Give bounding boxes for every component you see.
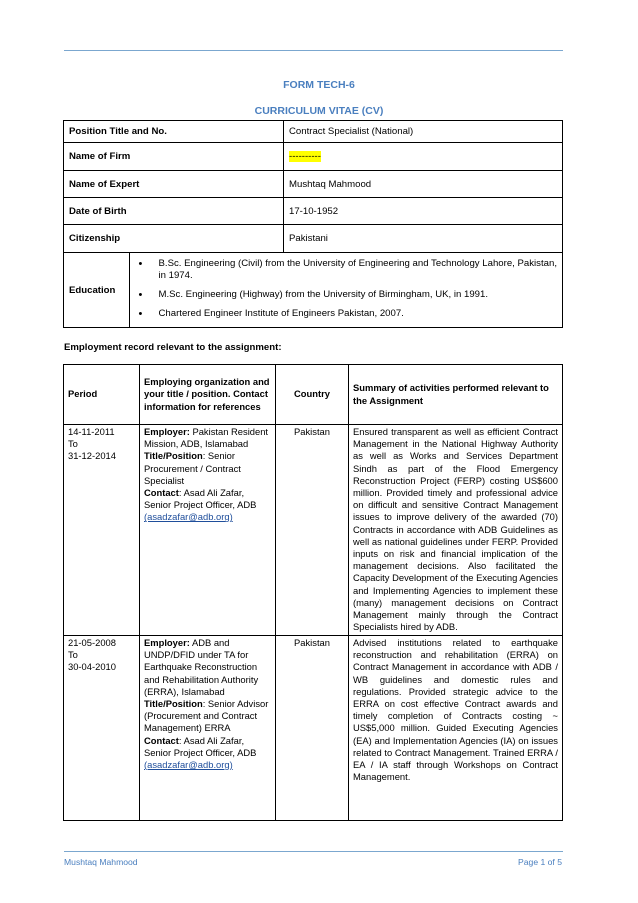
position-row xyxy=(64,121,563,143)
employment-heading: Employment record relevant to the assignment: xyxy=(64,342,282,353)
employer-text: ADB and UNDP/DFID under TA for Earthquake Reconstruction and Rehabilitation Authority (ERRA), Islamabad xyxy=(144,637,259,697)
contact-text: : Asad Ali Zafar, Senior Project Officer, ADB xyxy=(144,734,257,758)
citizenship-label: Citizenship xyxy=(64,225,284,253)
contact-text: : Asad Ali Zafar, Senior Project Officer, ADB xyxy=(144,487,257,511)
education-cell xyxy=(64,253,563,328)
employer-cell xyxy=(140,636,276,821)
title-text: : Senior Procurement / Contract Specialist xyxy=(144,450,241,486)
firm-value: ---------- xyxy=(289,151,321,162)
period-to: 31-12-2014 xyxy=(68,450,116,462)
employer-text: Pakistan Resident Mission, ADB, Islamabad xyxy=(144,426,269,450)
dob-value: 17-10-1952 xyxy=(284,198,563,225)
dob-row xyxy=(64,198,563,225)
period-to: 30-04-2010 xyxy=(68,661,116,673)
expert-row xyxy=(64,171,563,198)
expert-label: Name of Expert xyxy=(64,171,284,198)
footer-page-number: Page 1 of 5 xyxy=(518,857,562,867)
period-cell xyxy=(64,425,140,636)
education-item: • B.Sc. Engineering (Civil) from the University of Engineering and Technology Lahore, Pakistan, in 1974. xyxy=(135,258,558,282)
employer-label: Employer: xyxy=(144,426,190,437)
position-value: Contract Specialist (National) xyxy=(284,121,563,143)
summary-cell: Ensured transparent as well as efficient Contract Management in the National Highway Authority as well as Works and Services Department Sindh as part of the Flood Emergency Reconstruction Project (FERP) costing US$600 million. Provided timely and professional advice on difficult and sensitive Contract Management issues to improve delivery of the awarded (70) Contracts in accordance with ADB Guidelines as well as national guidelines under FERP. Provided inputs on risk and financial implication of the management decisions. Also facilitated the Capacity Development of the Executing Agencies and Implementing Agencies to implement these (many) management decisions on Contract Management mainly through the Contract Specialists hired by ADB. xyxy=(349,425,563,636)
form-title: FORM TECH-6 xyxy=(283,79,355,91)
contact-email-link[interactable]: (asadzafar@adb.org) xyxy=(144,511,233,523)
education-row xyxy=(64,253,563,328)
firm-label: Name of Firm xyxy=(64,143,284,171)
education-item: • M.Sc. Engineering (Highway) from the University of Birmingham, UK, in 1991. xyxy=(135,289,558,301)
title-label: Title/Position xyxy=(144,450,203,462)
education-inner xyxy=(64,253,562,327)
footer-name: Mushtaq Mahmood xyxy=(64,857,138,867)
summary-cell: Advised institutions related to earthquake reconstruction and rehabilitation (ERRA) on Contract Management in accordance with ADB / WB guidelines and domestic rules and regulations. Provided strategic advice to the ERRA on cost effective Contract awards and timely completion of Contracts costing ~ US$5,000 million. Guided Executing Agencies (EA) and Implementation Agencies (IA) on issues related to Contract Management. Trained ERRA / EA / IA staff through Workshops on Contract Management. xyxy=(349,636,563,821)
period-cell xyxy=(64,636,140,821)
header-rule xyxy=(64,50,563,51)
country-cell: Pakistan xyxy=(276,425,349,636)
period-to-word: To xyxy=(68,649,78,661)
education-item: • Chartered Engineer Institute of Engineers Pakistan, 2007. xyxy=(135,308,558,320)
period-header: Period xyxy=(64,365,140,425)
citizenship-value: Pakistani xyxy=(284,225,563,253)
employer-label: Employer: xyxy=(144,637,190,648)
country-cell: Pakistan xyxy=(276,636,349,821)
expert-value: Mushtaq Mahmood xyxy=(284,171,563,198)
table-row xyxy=(64,425,563,636)
employment-header-row xyxy=(64,365,563,425)
employer-cell xyxy=(140,425,276,636)
employer-header: Employing organization and your title / position. Contact information for references xyxy=(140,365,276,425)
personal-info-table xyxy=(63,120,563,328)
footer-rule xyxy=(64,851,563,852)
firm-value-cell xyxy=(284,143,563,171)
contact-label: Contact xyxy=(144,734,179,746)
title-text: : Senior Advisor (Procurement and Contract Management) ERRA xyxy=(144,698,269,734)
summary-header: Summary of activities performed relevant to the Assignment xyxy=(349,365,563,425)
dob-label: Date of Birth xyxy=(64,198,284,225)
employment-table xyxy=(63,364,563,821)
contact-email-link[interactable]: (asadzafar@adb.org) xyxy=(144,759,233,771)
education-list xyxy=(135,258,558,320)
firm-row xyxy=(64,143,563,171)
period-from: 21-05-2008 xyxy=(68,637,116,648)
citizenship-row xyxy=(64,225,563,253)
period-to-word: To xyxy=(68,438,78,450)
position-label: Position Title and No. xyxy=(64,121,284,143)
period-from: 14-11-2011 xyxy=(68,426,115,437)
cv-title: CURRICULUM VITAE (CV) xyxy=(254,105,384,117)
country-header: Country xyxy=(276,365,349,425)
education-label: Education xyxy=(64,253,129,327)
table-row xyxy=(64,636,563,821)
title-label: Title/Position xyxy=(144,698,203,710)
contact-label: Contact xyxy=(144,487,179,499)
